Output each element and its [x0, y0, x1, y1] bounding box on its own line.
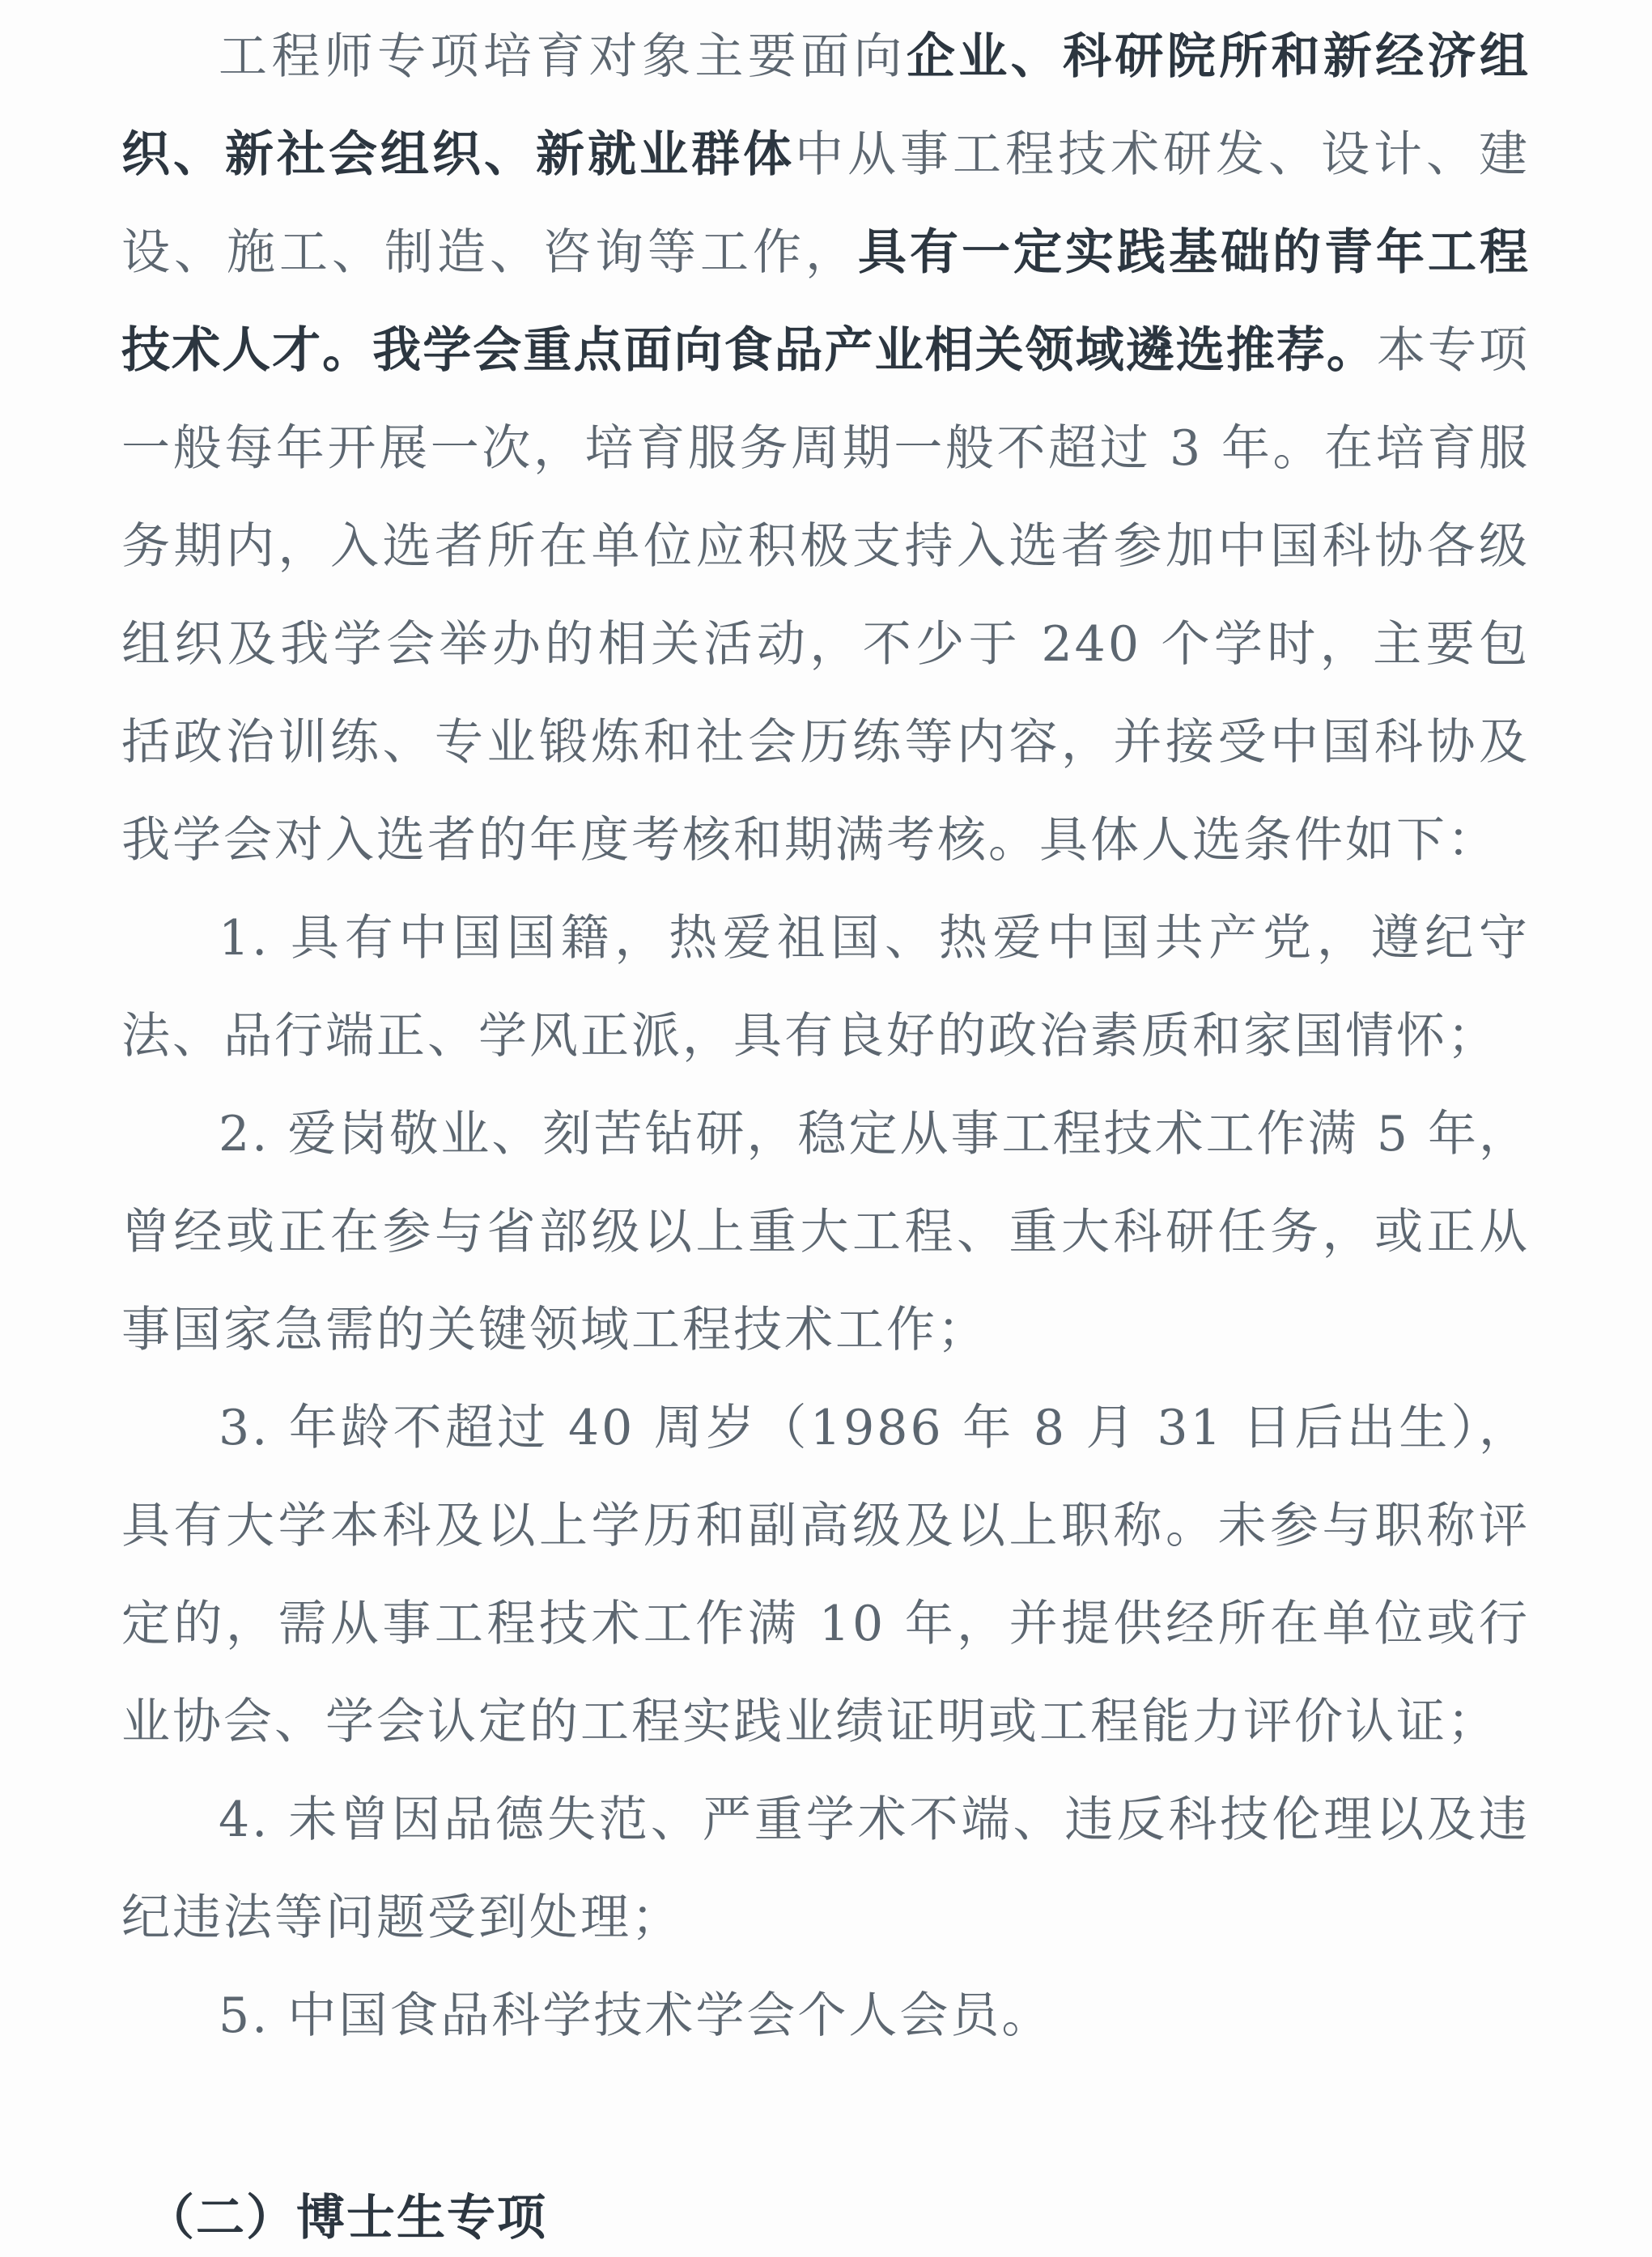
section-heading: （二）博士生专项 — [146, 2190, 547, 2246]
body-text — [121, 8, 1530, 2065]
intro-bold-1: 企业、科研院所和新经济组织、新社会组织、新就业群体 — [121, 28, 1530, 183]
intro-paragraph — [121, 8, 1530, 890]
condition-item-4: 4. 未曾因品德失范、严重学术不端、违反科技伦理以及违纪违法等问题受到处理； — [121, 1792, 1530, 1946]
intro-text-2: 中从事工程技术研发、设计、建设、施工、制造、咨询等工作， — [121, 126, 1530, 281]
condition-item-3: 3. 年龄不超过 40 周岁（1986 年 8 月 31 日后出生），具有大学本科及以上学历和副高级及以上职称。未参与职称评定的，需从事工程技术工作满 10 年，并提供经所在单位或行业协会、学会认定的工程实践业绩证明或工程能力评价认证； — [121, 1400, 1530, 1750]
condition-item-1: 1. 具有中国国籍，热爱祖国、热爱中国共产党，遵纪守法、品行端正、学风正派，具有良好的政治素质和家国情怀； — [121, 910, 1530, 1065]
intro-text-1: 工程师专项培育对象主要面向 — [219, 28, 907, 85]
intro-text-3: 本专项一般每年开展一次，培育服务周期一般不超过 3 年。在培育服务期内，入选者所在单位应积极支持入选者参加中国科协各级组织及我学会举办的相关活动，不少于 240 个学时，主要包括政治训练、专业锻炼和社会历练等内容，并接受中国科协及我学会对入选者的年度考核和期满考核。具体人选条件如下： — [121, 322, 1531, 869]
condition-item-5: 5. 中国食品科学技术学会个人会员。 — [219, 1987, 1053, 2044]
condition-item-2: 2. 爱岗敬业、刻苦钻研，稳定从事工程技术工作满 5 年，曾经或正在参与省部级以上重大工程、重大科研任务，或正从事国家急需的关键领域工程技术工作； — [121, 1106, 1530, 1358]
intro-bold-2: 具有一定实践基础的青年工程技术人才。我学会重点面向食品产业相关领域遴选推荐。 — [121, 224, 1530, 379]
